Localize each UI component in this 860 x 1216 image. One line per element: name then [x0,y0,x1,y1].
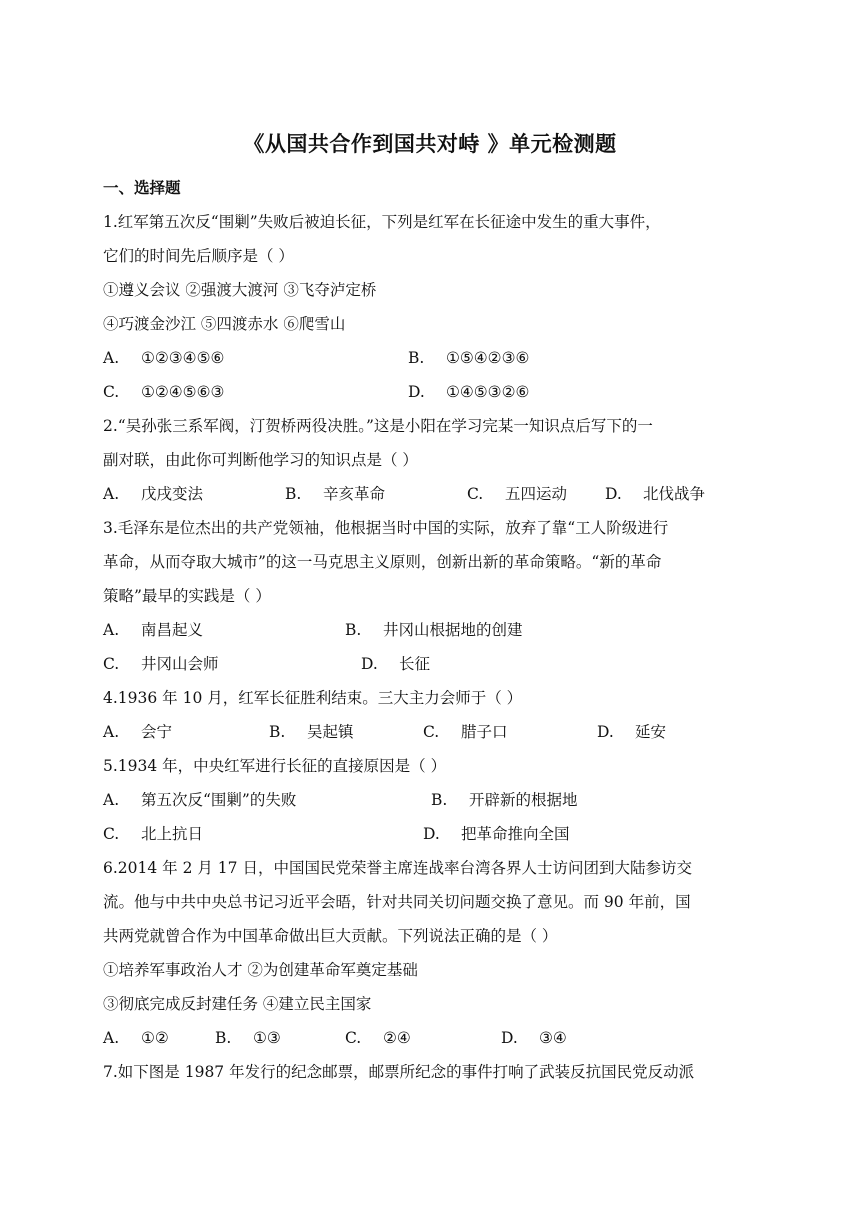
question-text: 2.“吴孙张三系军阀，汀贺桥两役决胜。”这是小阳在学习完某一知识点后写下的一 [103,417,653,435]
option-label: B. [215,1029,232,1047]
options-row [103,341,763,375]
option-label: C. [103,383,120,401]
option-text: 北上抗日 [141,825,204,843]
option-d [501,1021,567,1055]
option-label: A. [103,485,120,503]
option-c [103,647,219,681]
option-label: B. [431,791,448,809]
option-text: ①③ [253,1029,281,1047]
option-label: D. [501,1029,518,1047]
option-text: 北伐战争 [643,485,706,503]
option-text: 腊子口 [461,723,508,741]
question-2 [103,409,763,511]
option-label: B. [345,621,362,639]
options-row [103,477,763,511]
option-a [103,613,203,647]
question-text: 7.如下图是 1987 年发行的纪念邮票，邮票所纪念的事件打响了武装反抗国民党反动派 [103,1063,695,1081]
options-row [103,375,763,409]
option-b [408,341,529,375]
option-text: 辛亥革命 [323,485,386,503]
option-text: 戊戌变法 [141,485,204,503]
option-c [467,477,567,511]
option-label: D. [408,383,425,401]
option-label: A. [103,349,120,367]
question-text: 流。他与中共中央总书记习近平会晤，针对共同关切问题交换了意见。而 90 年前，国 [103,893,691,911]
question-items: ③彻底完成反封建任务 ④建立民主国家 [103,995,372,1013]
option-d [361,647,430,681]
options-row [103,1021,763,1055]
section-heading: 一、选择题 [103,178,181,197]
option-text: ①②④⑤⑥③ [141,383,225,401]
option-d [408,375,529,409]
option-label: D. [605,485,622,503]
question-text: 共两党就曾合作为中国革命做出巨大贡献。下列说法正确的是（ ） [103,927,558,945]
question-text: 4.1936 年 10 月，红军长征胜利结束。三大主力会师于（ ） [103,689,523,707]
option-label: C. [467,485,484,503]
option-label: C. [345,1029,362,1047]
question-text: 它们的时间先后顺序是（ ） [103,247,294,265]
option-text: 南昌起义 [141,621,204,639]
option-text: ③④ [539,1029,567,1047]
option-label: B. [408,349,425,367]
question-5 [103,749,763,851]
option-text: ①④⑤③②⑥ [446,383,530,401]
option-text: 吴起镇 [307,723,354,741]
option-text: ①②③④⑤⑥ [141,349,225,367]
option-text: 延安 [635,723,667,741]
question-list [103,205,763,1089]
option-text: 长征 [399,655,431,673]
options-row [103,613,763,647]
option-label: A. [103,791,120,809]
option-label: A. [103,723,120,741]
option-a [103,1021,169,1055]
option-b [215,1021,281,1055]
option-c [103,375,224,409]
option-text: 井冈山根据地的创建 [383,621,523,639]
option-c [345,1021,411,1055]
option-text: 把革命推向全国 [461,825,570,843]
question-items: ④巧渡金沙江 ⑤四渡赤水 ⑥爬雪山 [103,315,346,333]
option-c [103,817,203,851]
options-row [103,715,763,749]
option-label: C. [423,723,440,741]
option-c [423,715,508,749]
options-row [103,783,763,817]
option-a [103,715,172,749]
question-items: ①培养军事政治人才 ②为创建革命军奠定基础 [103,961,418,979]
option-d [597,715,666,749]
option-a [103,341,224,375]
option-text: ①⑤④②③⑥ [446,349,530,367]
option-label: C. [103,655,120,673]
option-b [431,783,578,817]
option-label: D. [423,825,440,843]
option-b [345,613,523,647]
question-text: 3.毛泽东是位杰出的共产党领袖，他根据当时中国的实际，放弃了靠“工人阶级进行 [103,519,669,537]
question-7 [103,1055,763,1089]
option-d [605,477,705,511]
question-text: 5.1934 年，中央红军进行长征的直接原因是（ ） [103,757,447,775]
option-text: ②④ [383,1029,411,1047]
document-title: 《从国共合作到国共对峙 》单元检测题 [243,131,617,156]
option-text: 会宁 [141,723,173,741]
option-label: D. [597,723,614,741]
question-1 [103,205,763,409]
option-label: B. [269,723,286,741]
option-label: D. [361,655,378,673]
option-a [103,783,296,817]
options-row [103,817,763,851]
option-label: A. [103,1029,120,1047]
question-text: 革命，从而夺取大城市”的这一马克思主义原则，创新出新的革命策略。“新的革命 [103,553,662,571]
option-a [103,477,203,511]
question-3 [103,511,763,681]
question-text: 1.红军第五次反“围剿”失败后被迫长征，下列是红军在长征途中发生的重大事件， [103,213,661,231]
option-b [269,715,354,749]
option-text: 第五次反“围剿”的失败 [141,791,297,809]
option-text: ①② [141,1029,169,1047]
question-4 [103,681,763,749]
question-text: 6.2014 年 2 月 17 日，中国国民党荣誉主席连战率台湾各界人士访问团到大陆参访交 [103,859,692,877]
question-items: ①遵义会议 ②强渡大渡河 ③飞夺泸定桥 [103,281,377,299]
question-text: 副对联，由此你可判断他学习的知识点是（ ） [103,451,418,469]
option-label: C. [103,825,120,843]
option-b [285,477,385,511]
question-text: 策略”最早的实践是（ ） [103,587,271,605]
option-text: 五四运动 [505,485,568,503]
question-6 [103,851,763,1055]
option-text: 井冈山会师 [141,655,219,673]
option-text: 开辟新的根据地 [469,791,578,809]
options-row [103,647,763,681]
option-label: B. [285,485,302,503]
option-d [423,817,570,851]
option-label: A. [103,621,120,639]
